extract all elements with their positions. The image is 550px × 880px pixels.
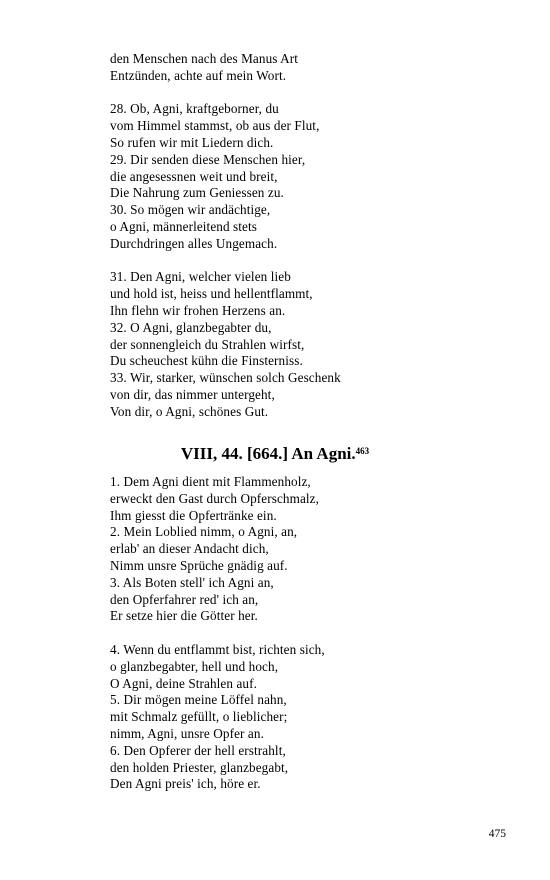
- verse-line: die angesessnen weit und breit,: [110, 168, 278, 184]
- verse-line: der sonnengleich du Strahlen wirfst,: [110, 336, 305, 352]
- verse-line: Er setze hier die Götter her.: [110, 608, 258, 624]
- verses-bottom: [110, 474, 510, 793]
- stanza: [110, 51, 510, 85]
- heading-title: VIII, 44. [664.] An Agni.: [180, 444, 356, 463]
- verse-line: 30. So mögen wir andächtige,: [110, 202, 271, 218]
- verse-line: o Agni, männerleitend stets: [110, 218, 258, 234]
- verse-line: 3. Als Boten stell' ich Agni an,: [110, 574, 274, 590]
- verse-line: 33. Wir, starker, wünschen solch Geschenk: [110, 370, 341, 386]
- verse-line: Entzünden, achte auf mein Wort.: [110, 67, 287, 83]
- verse-line: So rufen wir mit Liedern dich.: [110, 134, 274, 150]
- verse-line: erweckt den Gast durch Opferschmalz,: [110, 490, 320, 506]
- verse-line: 6. Den Opferer der hell erstrahlt,: [110, 742, 286, 758]
- footnote-marker: 463: [355, 446, 370, 456]
- page-number: 475: [488, 828, 506, 840]
- verse-line: Den Agni preis' ich, höre er.: [110, 776, 261, 792]
- stanza: [110, 474, 510, 625]
- verse-line: erlab' an dieser Andacht dich,: [110, 541, 269, 557]
- verse-line: Du scheuchest kühn die Finsterniss.: [110, 353, 303, 369]
- verse-line: 1. Dem Agni dient mit Flammenholz,: [110, 474, 311, 489]
- verse-line: nimm, Agni, unsre Opfer an.: [110, 725, 264, 741]
- verse-line: den Menschen nach des Manus Art: [110, 51, 299, 66]
- verse-line: den Opferfahrer red' ich an,: [110, 591, 259, 607]
- verse-line: 28. Ob, Agni, kraftgeborner, du: [110, 101, 279, 117]
- verse-line: Ihn flehn wir frohen Herzens an.: [110, 302, 286, 318]
- verse-line: o glanzbegabter, hell und hoch,: [110, 658, 279, 674]
- verse-line: 4. Wenn du entflammt bist, richten sich,: [110, 641, 325, 657]
- verse-line: 31. Den Agni, welcher vielen lieb: [110, 269, 291, 285]
- verse-line: den holden Priester, glanzbegabt,: [110, 759, 289, 775]
- verse-line: von dir, das nimmer untergeht,: [110, 386, 275, 402]
- verse-line: Nimm unsre Sprüche gnädig auf.: [110, 557, 288, 573]
- verse-line: vom Himmel stammst, ob aus der Flut,: [110, 118, 320, 134]
- section-heading: [0, 444, 550, 464]
- verse-line: 29. Dir senden diese Menschen hier,: [110, 151, 306, 167]
- stanza: [110, 642, 510, 793]
- verses-top: [110, 51, 510, 421]
- verse-line: O Agni, deine Strahlen auf.: [110, 675, 257, 691]
- verse-line: Die Nahrung zum Geniessen zu.: [110, 185, 284, 201]
- verse-line: mit Schmalz gefüllt, o lieblicher;: [110, 709, 288, 725]
- verse-line: Durchdringen alles Ungemach.: [110, 235, 278, 251]
- verse-line: und hold ist, heiss und hellentflammt,: [110, 286, 313, 302]
- verse-line: Ihm giesst die Opfertränke ein.: [110, 507, 277, 523]
- verse-line: 5. Dir mögen meine Löffel nahn,: [110, 692, 287, 708]
- verse-line: 32. O Agni, glanzbegabter du,: [110, 319, 272, 335]
- verse-line: Von dir, o Agni, schönes Gut.: [110, 403, 269, 419]
- stanza: [110, 101, 510, 252]
- stanza: [110, 269, 510, 420]
- verse-line: 2. Mein Loblied nimm, o Agni, an,: [110, 524, 298, 540]
